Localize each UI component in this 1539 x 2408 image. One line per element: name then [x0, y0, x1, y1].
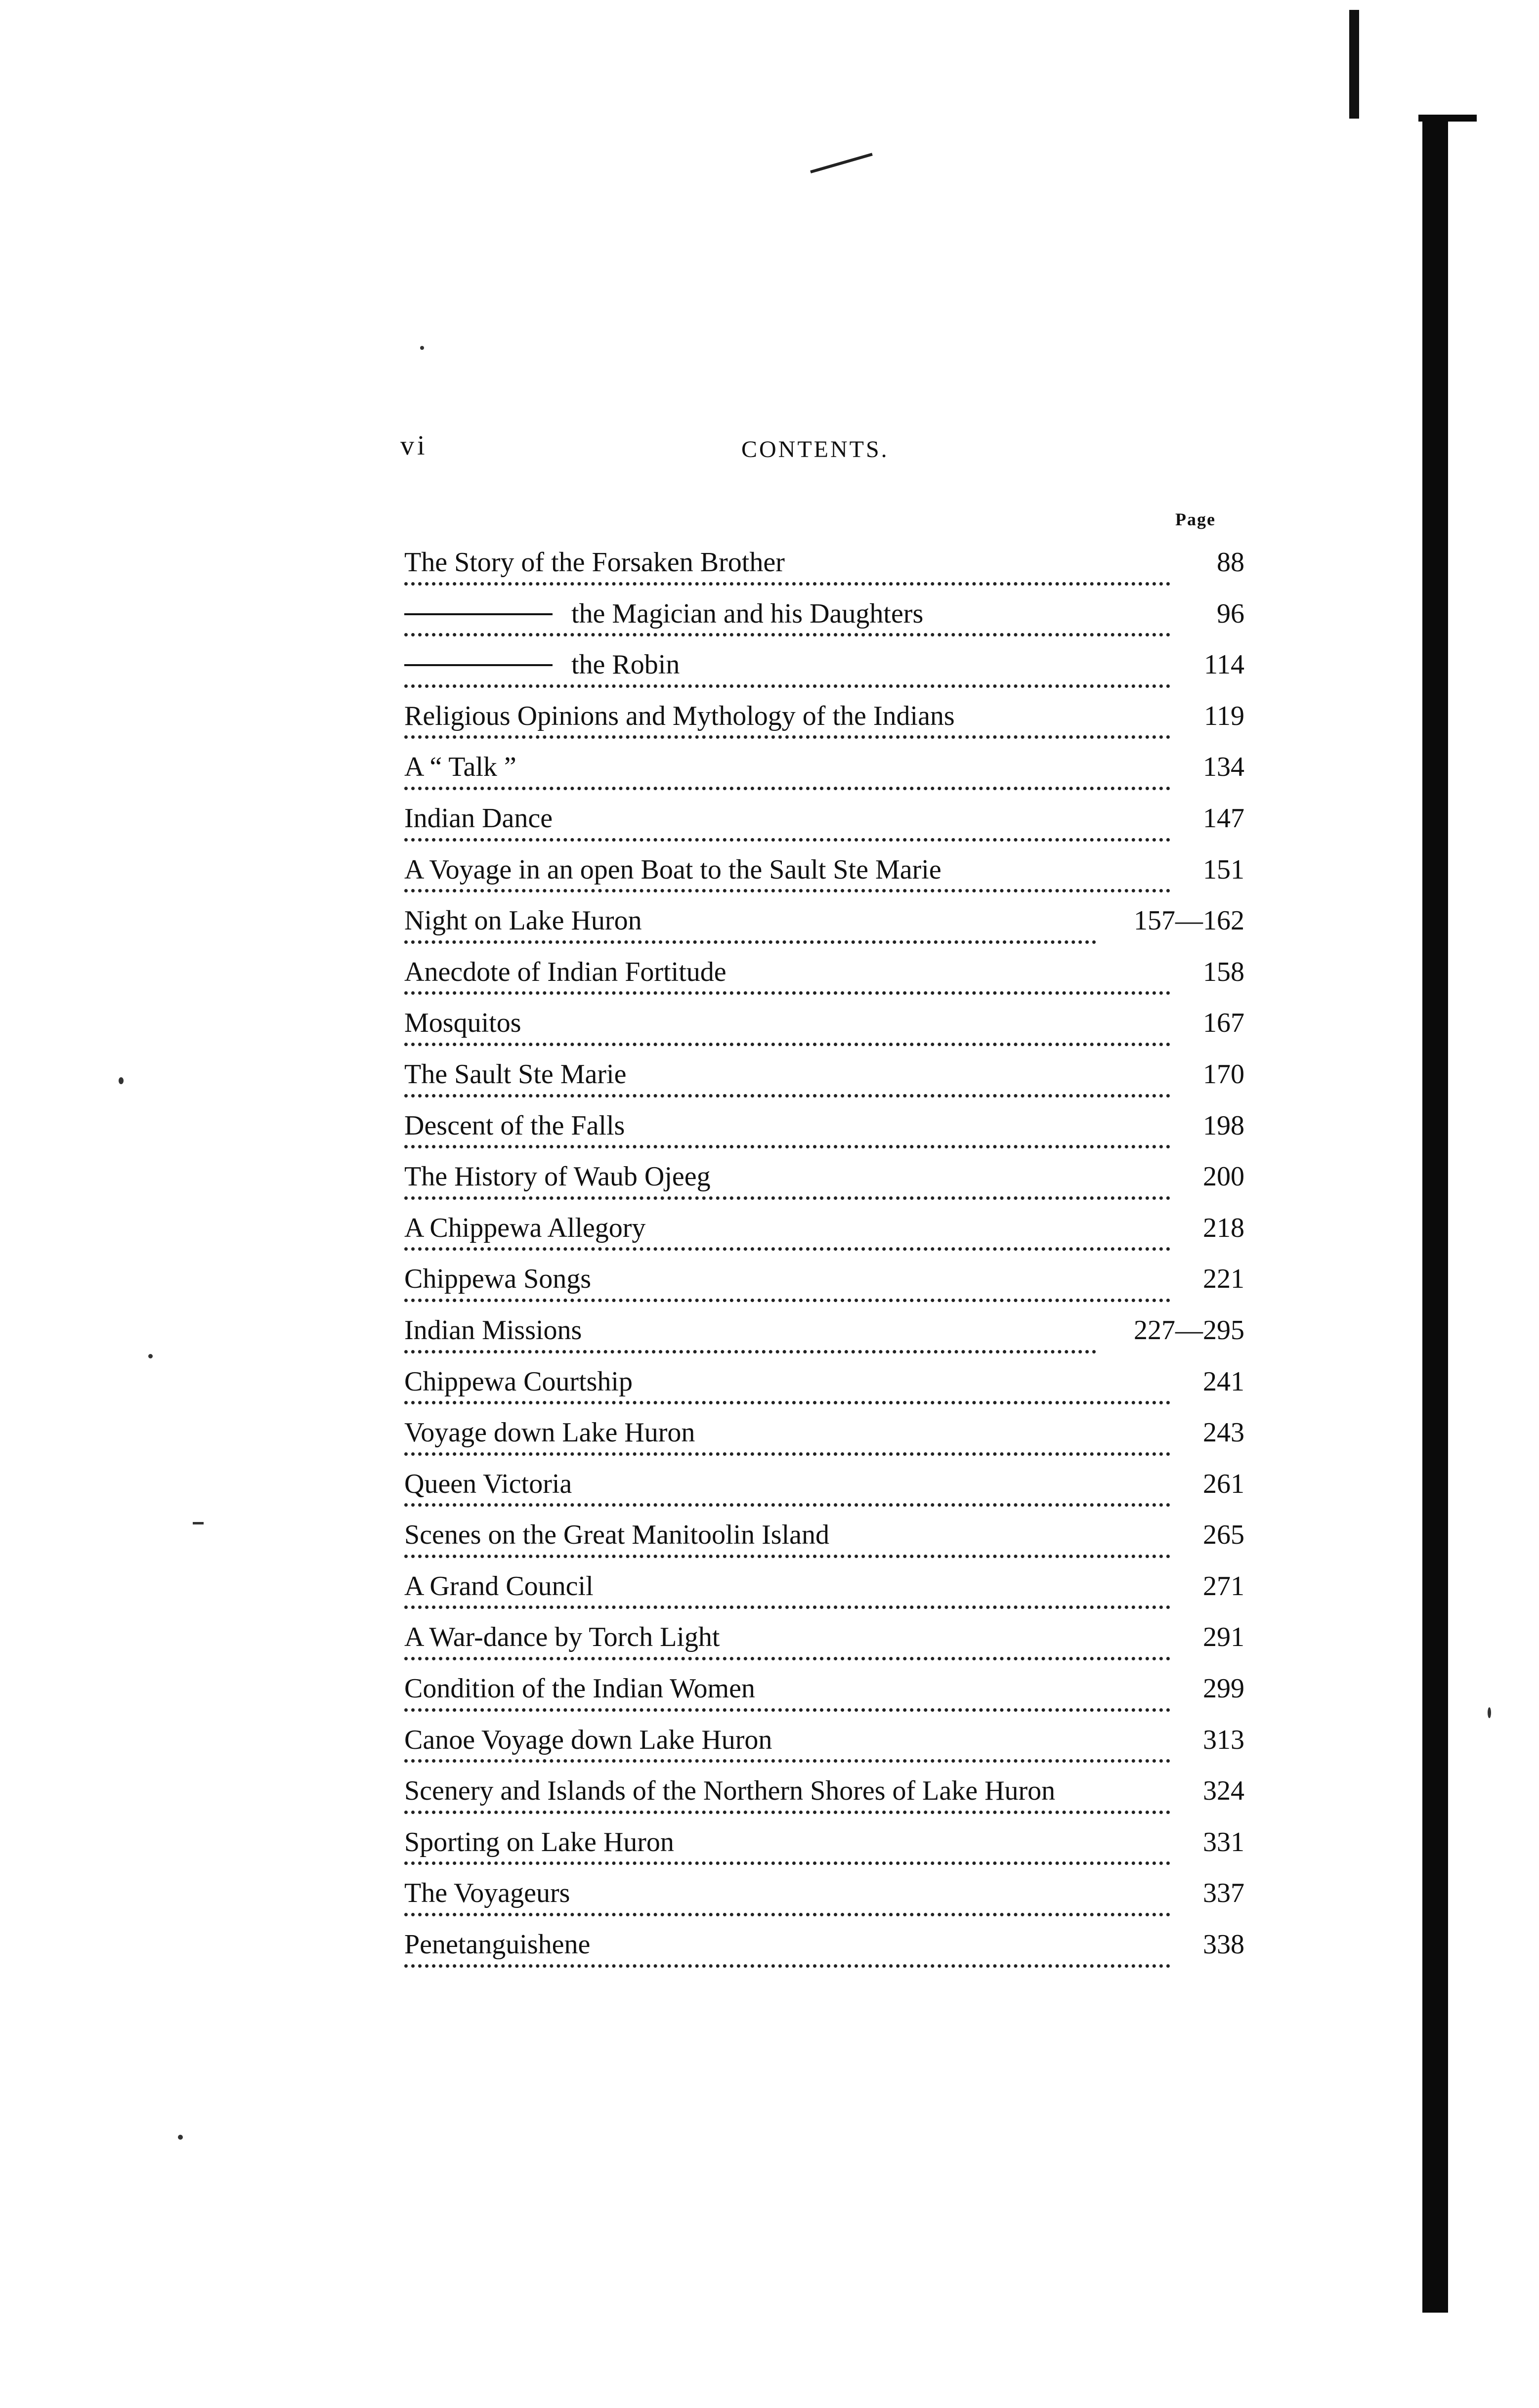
toc-page-number: 331: [1197, 1821, 1244, 1863]
dot-leader: [404, 1145, 1170, 1148]
toc-row: [404, 1411, 1244, 1463]
toc-page-number: 243: [1197, 1411, 1244, 1454]
toc-entry-title: Scenery and Islands of the Northern Shores of Lake Huron: [404, 1775, 1065, 1806]
dot-leader: [404, 633, 1170, 636]
toc-entry-title: A War-dance by Torch Light: [404, 1622, 729, 1652]
dot-leader: [404, 787, 1170, 790]
contents-list: [404, 541, 1244, 1975]
dot-leader: [404, 1913, 1170, 1916]
toc-entry-title: Religious Opinions and Mythology of the Indians: [404, 701, 965, 731]
toc-row: [404, 592, 1244, 644]
dot-leader: [404, 1094, 1170, 1098]
dot-leader: [404, 838, 1170, 842]
toc-entry-title: Scenes on the Great Manitoolin Island: [404, 1520, 839, 1550]
dot-leader: [404, 991, 1170, 995]
scan-edge-mark: [1349, 10, 1359, 119]
toc-page-number: 299: [1197, 1667, 1244, 1710]
speck: [1488, 1707, 1491, 1718]
scan-edge-shadow: [1422, 119, 1448, 2313]
toc-row: [404, 1207, 1244, 1258]
toc-page-number: 227—295: [1122, 1309, 1244, 1352]
toc-page-number: 338: [1197, 1923, 1244, 1966]
toc-entry-title: Night on Lake Huron: [404, 905, 652, 936]
dot-leader: [404, 940, 1096, 944]
toc-row: [404, 1053, 1244, 1104]
toc-page-number: 198: [1197, 1104, 1244, 1147]
toc-page-number: 291: [1197, 1616, 1244, 1658]
speck: [193, 1522, 204, 1524]
speck: [420, 346, 424, 350]
toc-row: [404, 848, 1244, 900]
dot-leader: [404, 889, 1170, 892]
dot-leader: [404, 1811, 1170, 1814]
toc-row: [404, 797, 1244, 848]
toc-page-number: 96: [1211, 592, 1244, 635]
toc-row: [404, 1565, 1244, 1616]
toc-entry-title: Anecdote of Indian Fortitude: [404, 957, 736, 987]
toc-row: [404, 951, 1244, 1002]
toc-page-number: 170: [1197, 1053, 1244, 1096]
toc-entry-title: [404, 598, 933, 629]
toc-entry-title: The History of Waub Ojeeg: [404, 1161, 721, 1192]
toc-page-number: 218: [1197, 1207, 1244, 1249]
toc-page-number: 114: [1198, 643, 1244, 686]
toc-page-number: 313: [1197, 1719, 1244, 1761]
toc-entry-title: [404, 649, 689, 680]
toc-row: [404, 541, 1244, 592]
toc-entry-title: Sporting on Lake Huron: [404, 1827, 684, 1858]
toc-page-number: 261: [1197, 1463, 1244, 1505]
dot-leader: [404, 1043, 1170, 1046]
dot-leader: [404, 1605, 1170, 1609]
toc-entry-title: The Story of the Forsaken Brother: [404, 547, 795, 578]
toc-entry-title: Indian Dance: [404, 803, 562, 834]
toc-entry-title: Chippewa Songs: [404, 1264, 601, 1294]
toc-row: [404, 1155, 1244, 1207]
toc-page-number: 167: [1197, 1002, 1244, 1044]
toc-entry-title: A Grand Council: [404, 1571, 603, 1602]
dot-leader: [404, 684, 1170, 688]
toc-page-number: 265: [1197, 1514, 1244, 1556]
toc-entry-title: Condition of the Indian Women: [404, 1673, 765, 1704]
dot-leader: [404, 1247, 1170, 1251]
toc-page-number: 221: [1197, 1258, 1244, 1300]
toc-page-number: 337: [1197, 1872, 1244, 1914]
dot-leader: [404, 1452, 1170, 1456]
dot-leader: [404, 582, 1170, 586]
dot-leader: [404, 1759, 1170, 1763]
toc-entry-title: The Sault Ste Marie: [404, 1059, 636, 1090]
contents-title: CONTENTS.: [741, 436, 889, 463]
toc-row: [404, 1719, 1244, 1770]
toc-entry-text: the Robin: [571, 649, 680, 680]
speck: [119, 1077, 124, 1084]
toc-row: [404, 1463, 1244, 1514]
toc-page-number: 157—162: [1122, 899, 1244, 942]
dot-leader: [404, 1350, 1096, 1353]
toc-entry-title: A Chippewa Allegory: [404, 1213, 655, 1243]
dot-leader: [404, 735, 1170, 739]
toc-row: [404, 1770, 1244, 1821]
toc-row: [404, 899, 1244, 951]
dot-leader: [404, 1555, 1170, 1558]
toc-entry-title: The Voyageurs: [404, 1878, 580, 1908]
dot-leader: [404, 1299, 1170, 1302]
toc-row: [404, 1002, 1244, 1053]
toc-page-number: 241: [1197, 1360, 1244, 1403]
toc-page-number: 324: [1197, 1770, 1244, 1812]
toc-row: [404, 1872, 1244, 1923]
speck: [178, 2135, 183, 2140]
toc-entry-title: Queen Victoria: [404, 1469, 582, 1499]
toc-row: [404, 1360, 1244, 1412]
toc-entry-title: Descent of the Falls: [404, 1110, 635, 1141]
toc-page-number: 200: [1197, 1155, 1244, 1198]
toc-row: [404, 1258, 1244, 1309]
toc-page-number: 119: [1198, 695, 1244, 737]
toc-page-number: 147: [1197, 797, 1244, 840]
dot-leader: [404, 1196, 1170, 1200]
toc-page-number: 88: [1211, 541, 1244, 584]
toc-entry-title: Canoe Voyage down Lake Huron: [404, 1725, 782, 1755]
toc-row: [404, 746, 1244, 797]
ditto-dash: [404, 613, 553, 615]
speck: [148, 1354, 153, 1358]
toc-row: [404, 1821, 1244, 1872]
dot-leader: [404, 1401, 1170, 1404]
toc-entry-text: the Magician and his Daughters: [571, 598, 924, 629]
toc-page-number: 151: [1197, 848, 1244, 891]
toc-entry-title: Voyage down Lake Huron: [404, 1417, 705, 1448]
page-column-label: Page: [1175, 509, 1216, 529]
dot-leader: [404, 1657, 1170, 1660]
toc-row: [404, 1923, 1244, 1975]
toc-entry-title: Indian Missions: [404, 1315, 592, 1346]
toc-page-number: 158: [1197, 951, 1244, 993]
dot-leader: [404, 1708, 1170, 1712]
dot-leader: [404, 1503, 1170, 1507]
toc-entry-title: Penetanguishene: [404, 1929, 600, 1960]
ditto-dash: [404, 664, 553, 666]
toc-entry-title: Chippewa Courtship: [404, 1366, 642, 1397]
dot-leader: [404, 1964, 1170, 1968]
running-head: [400, 430, 1240, 479]
toc-row: [404, 643, 1244, 695]
toc-page-number: 271: [1197, 1565, 1244, 1607]
toc-row: [404, 1667, 1244, 1719]
pen-mark: [810, 153, 873, 173]
toc-row: [404, 1309, 1244, 1360]
page-folio: vi: [400, 430, 428, 461]
toc-row: [404, 1104, 1244, 1156]
toc-entry-title: A “ Talk ”: [404, 752, 526, 782]
dot-leader: [404, 1861, 1170, 1865]
toc-entry-title: A Voyage in an open Boat to the Sault Ste Marie: [404, 854, 951, 885]
toc-row: [404, 695, 1244, 746]
toc-row: [404, 1616, 1244, 1667]
toc-entry-title: Mosquitos: [404, 1008, 531, 1038]
toc-page-number: 134: [1197, 746, 1244, 788]
toc-row: [404, 1514, 1244, 1565]
